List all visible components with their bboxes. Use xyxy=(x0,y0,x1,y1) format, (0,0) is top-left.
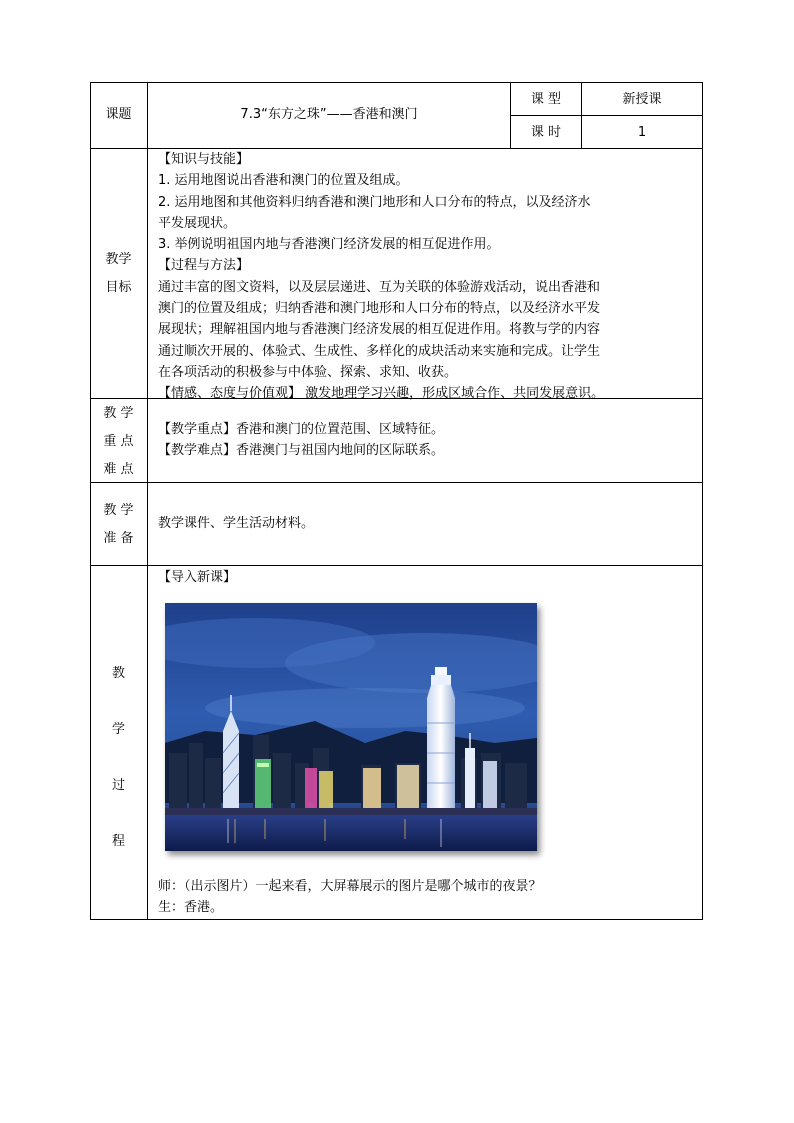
lesson-hours-value: 1 xyxy=(637,125,647,140)
key-points-label xyxy=(90,400,147,484)
table-border-bottom xyxy=(90,919,703,920)
objective-line: 2. 运用地图和其他资料归纳香港和澳门地形和人口分布的特点，以及经济水 xyxy=(158,194,591,210)
objective-line: 展现状；理解祖国内地与香港澳门经济发展的相互促进作用。将教与学的内容 xyxy=(158,322,601,338)
dialogue-block xyxy=(158,876,698,919)
key-points-content xyxy=(158,419,698,462)
objective-line: 平发展现状。 xyxy=(158,215,237,231)
objective-line: 通过顺次开展的、体验式、生成性、多样化的成块活动来实施和完成。让学生 xyxy=(158,343,601,359)
objective-line: 【过程与方法】 xyxy=(158,258,250,274)
objectives-label-line: 教学 xyxy=(105,252,132,267)
header-divider-mid xyxy=(510,115,703,116)
process-heading: 【导入新课】 xyxy=(158,570,237,585)
subject-label: 课题 xyxy=(105,107,132,122)
key-points-label-line: 难 点 xyxy=(103,462,134,477)
process-heading-block xyxy=(158,567,698,588)
process-label-char: 程 xyxy=(111,834,125,849)
objective-line: 【知识与技能】 xyxy=(158,152,250,167)
process-label-char: 过 xyxy=(111,778,125,793)
skyline-illustration xyxy=(165,603,537,851)
table-border-right xyxy=(702,82,703,920)
objective-line: 3. 举例说明祖国内地与香港澳门经济发展的相互促进作用。 xyxy=(158,237,500,253)
process-label-char: 学 xyxy=(111,722,125,737)
process-label xyxy=(90,646,147,870)
lesson-type-label: 课 型 xyxy=(530,92,562,107)
lesson-type-value: 新授课 xyxy=(622,92,662,107)
lesson-hours-label: 课 时 xyxy=(530,125,562,140)
preparation-text: 教学课件、学生活动材料。 xyxy=(158,516,315,531)
objectives-content xyxy=(158,149,698,405)
process-label-char: 教 xyxy=(111,666,125,681)
row-divider-3 xyxy=(90,482,703,483)
preparation-label xyxy=(90,497,147,553)
objective-line: 澳门的位置及组成；归纳香港和澳门地形和人口分布的特点，以及经济水平发 xyxy=(158,301,601,317)
teacher-line: 师：（出示图片）一起来看，大屏幕展示的图片是哪个城市的夜景？ xyxy=(158,879,542,894)
hong-kong-night-skyline-photo xyxy=(165,603,537,851)
lesson-title: 7.3“东方之珠”——香港和澳门 xyxy=(240,107,418,122)
objective-line: 1. 运用地图说出香港和澳门的位置及组成。 xyxy=(158,173,409,189)
label-column-divider xyxy=(147,82,148,920)
objectives-label xyxy=(90,246,147,302)
table-border-top xyxy=(90,82,703,83)
ifc-tower xyxy=(427,681,455,815)
objective-line: 通过丰富的图文资料，以及层层递进、互为关联的体验游戏活动，说出香港和 xyxy=(158,279,601,295)
key-points-label-line: 重 点 xyxy=(103,434,134,449)
objective-line: 在各项活动的积极参与中体验、探索、求知、收获。 xyxy=(158,364,458,380)
preparation-label-line: 准 备 xyxy=(103,531,134,546)
row-divider-4 xyxy=(90,565,703,566)
preparation-label-line: 教 学 xyxy=(103,503,134,518)
key-point-line: 【教学难点】香港澳门与祖国内地间的区际联系。 xyxy=(158,443,445,459)
preparation-content xyxy=(158,513,698,534)
objectives-label-line: 目标 xyxy=(105,280,132,295)
student-line: 生：香港。 xyxy=(158,900,224,916)
key-point-line: 【教学重点】香港和澳门的位置范围、区域特征。 xyxy=(158,422,445,437)
key-points-label-line: 教 学 xyxy=(103,406,134,421)
objective-line: 【情感、态度与价值观】 激发地理学习兴趣，形成区域合作、共同发展意识。 xyxy=(158,386,605,402)
